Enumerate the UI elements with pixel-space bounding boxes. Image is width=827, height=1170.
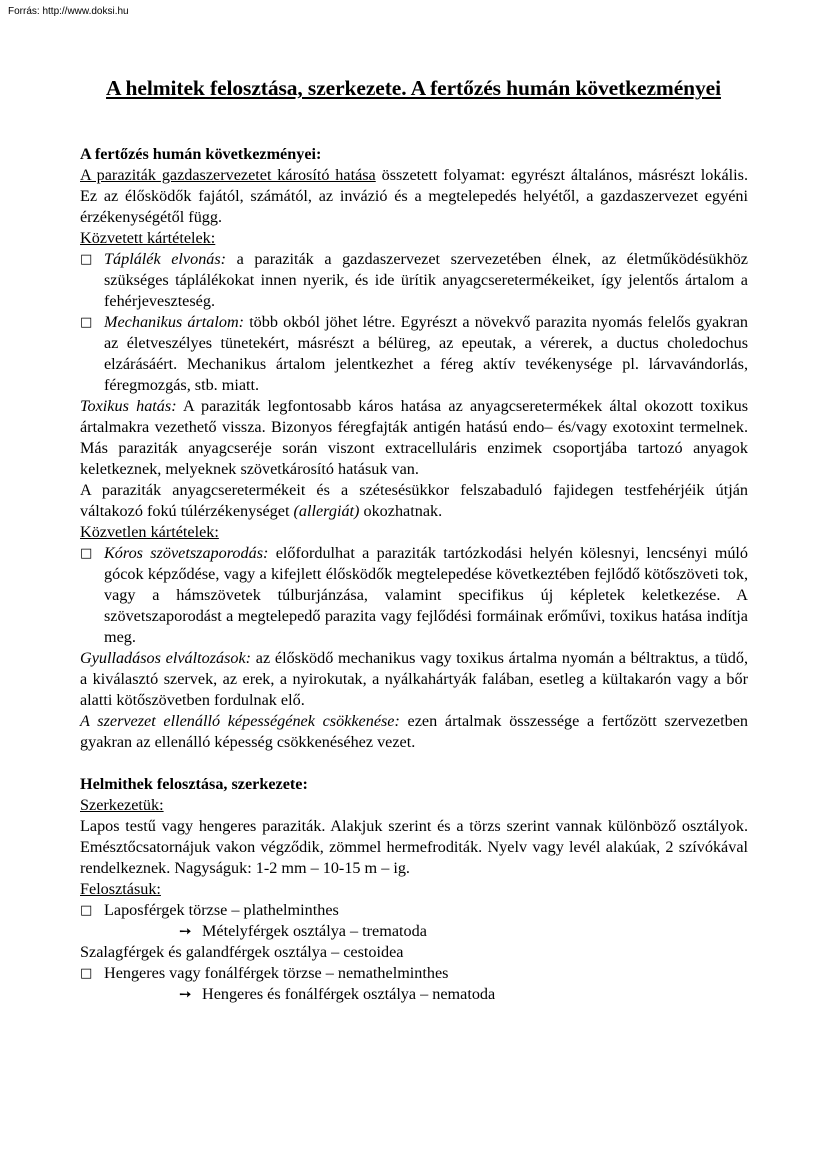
- list-item: [80, 543, 748, 648]
- toxic-paragraph: [80, 396, 748, 480]
- circled-ten-icon: ➙: [179, 922, 192, 940]
- allergy-paragraph: [80, 480, 748, 522]
- square-bullet-icon: □: [80, 252, 93, 267]
- sub-list-item: [80, 984, 748, 1005]
- term: Kóros szövetszaporodás:: [104, 544, 269, 562]
- sub-list-item-text: Mételyférgek osztálya – trematoda: [202, 922, 427, 940]
- term-text: előfordulhat a paraziták tartózkodási helyén kölesnyi, lencsényi múló gócok képződése, vagy a kifejlett élősködők megtelepedése következtében fejlődő kötőszöveti tok, vagy a hámszövetek túlburjánzása, valamint specifikus új képletek keletkezése. A szövetszaporodást a megtelepedő parazita vagy fejlődési formáinak erőművi, toxikus hatása indítja meg.: [104, 544, 748, 646]
- term: Mechanikus ártalom:: [104, 313, 245, 331]
- resistance-paragraph: [80, 711, 748, 753]
- spacer: [80, 753, 748, 774]
- document-body: [80, 144, 748, 1005]
- list-item-text: Laposférgek törzse – plathelminthes: [104, 901, 339, 919]
- list-item: [80, 249, 748, 312]
- list-item-text: Hengeres vagy fonálférgek törzse – nemathelminthes: [104, 964, 449, 982]
- square-bullet-icon: □: [80, 966, 93, 981]
- sub-list-item: [80, 921, 748, 942]
- term-text: az élősködő mechanikus vagy toxikus ártalma nyomán a béltraktus, a tüdő, a kiválasztó szervek, az erek, a nyirokutak, a nyálkahártyák falában, esetleg a kültakarón vagy a bőr alatti kötőszövetben fordulnak elő.: [80, 649, 748, 709]
- allergy-post: okozhatnak.: [359, 502, 443, 520]
- list-item: [80, 900, 748, 921]
- square-bullet-icon: □: [80, 546, 93, 561]
- circled-ten-icon: ➙: [179, 985, 192, 1003]
- term: A szervezet ellenálló képességének csökkenése:: [80, 712, 400, 730]
- classification-heading: Felosztásuk:: [80, 880, 161, 898]
- list-item: [80, 312, 748, 396]
- inflammation-paragraph: [80, 648, 748, 711]
- structure-paragraph: Lapos testű vagy hengeres paraziták. Alakjuk szerint és a törzs szerint vannak különböző osztályok. Emésztőcsatornájuk vakon végződik, zömmel hermefroditák. Nyelv vagy levél alakúak, 2 szívókával rendelkeznek. Nagyságuk: 1-2 mm – 10-15 m – ig.: [80, 817, 748, 877]
- structure-heading: Szerkezetük:: [80, 796, 164, 814]
- term-text: több okból jöhet létre. Egyrészt a növekvő parazita nyomás felelős gyakran az életveszélyes tünetekért, másrészt a bélüreg, az epeutak, a vérerek, a ductus choledochus elzárásáért. Mechanikus ártalom jelentkezhet a féreg aktív tevékenysége pl. lárvavándorlás, féregmozgás, stb. miatt.: [104, 313, 748, 394]
- page-title: A helmitek felosztása, szerkezete. A fertőzés humán következményei: [106, 76, 721, 100]
- sub-list-item-text: Hengeres és fonálférgek osztálya – nematoda: [202, 985, 496, 1003]
- term: Toxikus hatás:: [80, 397, 177, 415]
- term-text: a paraziták a gazdaszervezet szervezetében élnek, az életműködésükhöz szükséges táplálékokat innen nyerik, és ide ürítik anyagcseretermékeiket, így jelentős ártalom a fehérjeveszteség.: [104, 250, 748, 310]
- direct-damage-heading: Közvetlen kártételek:: [80, 523, 219, 541]
- indirect-damage-heading: Közvetett kártételek:: [80, 229, 216, 247]
- list-plain-line: Szalagférgek és galandférgek osztálya – cestoidea: [80, 943, 404, 961]
- term-text: ezen ártalmak összessége a fertőzött szervezetben gyakran az ellenálló képesség csökkenéséhez vezet.: [80, 712, 748, 751]
- square-bullet-icon: □: [80, 315, 93, 330]
- intro-underlined: A paraziták gazdaszervezetet károsító hatása: [80, 166, 376, 184]
- term: Táplálék elvonás:: [104, 250, 227, 268]
- intro-text: összetett folyamat: egyrészt általános, másrészt lokális. Ez az élősködők fajától, számától, az invázió és a megtelepedés helyétől, a gazdaszervezet egyéni érzékenységétől függ.: [80, 166, 748, 226]
- term: Gyulladásos elváltozások:: [80, 649, 252, 667]
- section-heading-consequences: A fertőzés humán következményei:: [80, 145, 322, 163]
- intro-paragraph: [80, 165, 748, 228]
- section-heading-classification: Helmithek felosztása, szerkezete:: [80, 775, 308, 793]
- allergy-pre: A paraziták anyagcseretermékeit és a szétesésükkor felszabaduló fajidegen testfehérjéik útján váltakozó fokú túlérzékenységet: [80, 481, 748, 520]
- term-text: A paraziták legfontosabb káros hatása az anyagcseretermékek által okozott toxikus ártalmakra vezethető vissza. Bizonyos féregfajták antigén hatású endo– és/vagy exotoxint termelnek. Más paraziták anyagcseréje során viszont extracelluláris enzimek csoportjába tartozó anyagok keletkeznek, melyeknek szövetkárosító hatásuk van.: [80, 397, 748, 478]
- term: (allergiát): [293, 502, 360, 520]
- source-note: Forrás: http://www.doksi.hu: [8, 6, 129, 17]
- square-bullet-icon: □: [80, 903, 93, 918]
- list-item: [80, 963, 748, 984]
